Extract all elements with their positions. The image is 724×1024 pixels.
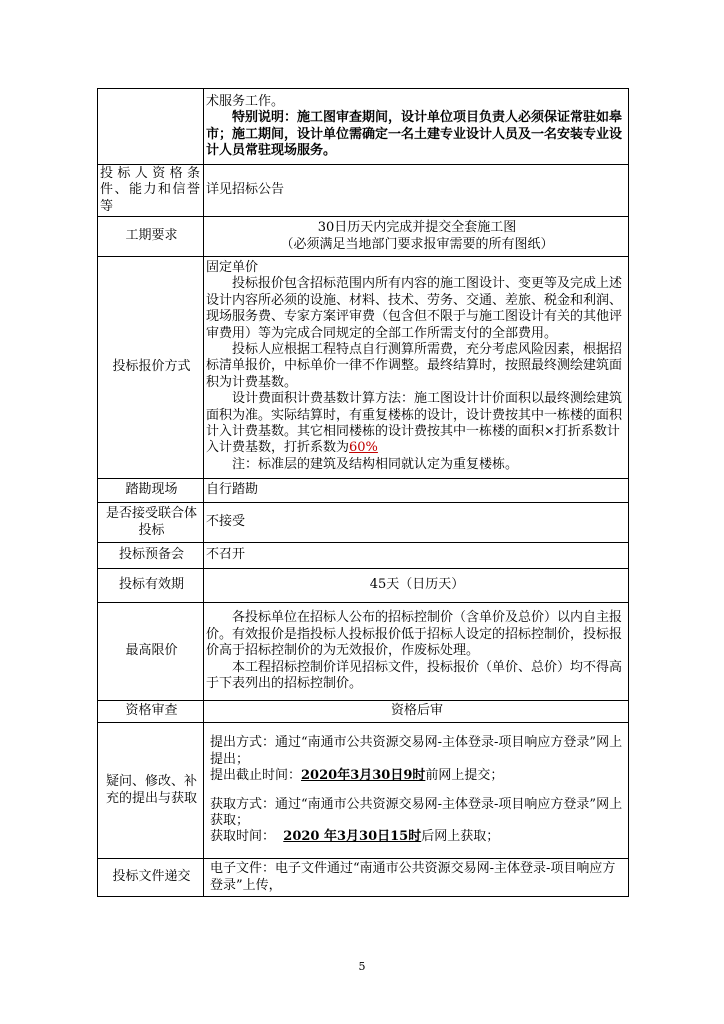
qualification-value: 详见招标公告 (204, 165, 629, 217)
table-row (98, 543, 629, 569)
table-row (98, 701, 629, 723)
pricing-settlement: 投标人应根据工程特点自行测算所需费，充分考虑风险因素，根据招标清单报价，中标单价一律不作调整。最终结算时，按照最终测绘建筑面积为计费基数。 (206, 342, 623, 390)
table-row (98, 165, 629, 217)
table-row (98, 859, 629, 897)
review-value: 资格后审 (204, 701, 629, 723)
special-note: 特别说明：施工图审查期间，设计单位项目负责人必须保证常驻如皋市；施工期间，设计单位需确定一名土建专业设计人员及一名安装专业设计人员常驻现场服务。 (206, 110, 623, 158)
questions-submit-method: 提出方式：通过“南通市公共资源交易网-主体登录-项目响应方登录”网上提出； (210, 735, 623, 767)
spacer (210, 785, 628, 797)
continuation-cell (204, 89, 629, 165)
continuation-text: 术服务工作。 (206, 93, 285, 109)
max-price-label: 最高限价 (98, 603, 204, 701)
pricing-area-method (206, 391, 628, 457)
questions-get-method: 获取方式：通过“南通市公共资源交易网-主体登录-项目响应方登录”网上获取； (210, 796, 623, 828)
pre-bid-value: 不召开 (204, 543, 629, 569)
consortium-value: 不接受 (204, 503, 629, 543)
max-price-rule: 各投标单位在招标人公布的招标控制价（含单价及总价）以内自主报价。有效报价是指投标人投标报价低于招标人设定的招标控制价，投标报价高于招标控制价的为无效报价，作废标处理。 (206, 610, 623, 659)
submission-label: 投标文件递交 (98, 859, 204, 897)
empty-label-cell (98, 89, 204, 165)
pricing-scope: 投标报价包含招标范围内所有内容的施工图设计、变更等及完成上述设计内容所必须的设施、材料、技术、劳务、交通、差旅、税金和利润、现场服务费、专家方案评审费（包含但不限于与施工图设计有关的其他评审费用）等为完成合同规定的全部工作所需支付的全部费用。 (206, 276, 623, 341)
schedule-line-2: （必须满足当地部门要求报审需要的所有图纸） (280, 236, 554, 252)
table-row (98, 257, 629, 479)
table-row (98, 217, 629, 257)
pricing-label: 投标报价方式 (98, 257, 204, 479)
validity-label: 投标有效期 (98, 569, 204, 603)
pre-bid-label: 投标预备会 (98, 543, 204, 569)
table-row (98, 503, 629, 543)
discount-rate: 60% (349, 440, 378, 456)
table-row (98, 89, 629, 165)
review-label: 资格审查 (98, 701, 204, 723)
questions-submit-deadline (210, 768, 628, 784)
table-row (98, 723, 629, 859)
qualification-label: 投标人资格条件、能力和信誉等 (98, 165, 204, 217)
validity-value: 45天（日历天） (204, 569, 629, 603)
questions-label: 疑问、修改、补充的提出与获取 (98, 723, 204, 859)
table-row (98, 569, 629, 603)
consortium-label: 是否接受联合体投标 (98, 503, 204, 543)
questions-cell (204, 723, 629, 859)
submission-value: 电子文件：电子文件通过“南通市公共资源交易网-主体登录-项目响应方登录”上传， (204, 859, 629, 897)
pricing-type: 固定单价 (206, 260, 259, 275)
page-number: 5 (358, 960, 366, 973)
schedule-line-1: 30日历天内完成并提交全套施工图 (317, 220, 517, 236)
max-price-cell (204, 603, 629, 701)
site-visit-value: 自行踏勘 (204, 479, 629, 503)
pricing-note: 注：标准层的建筑及结构相同就认定为重复楼栋。 (232, 456, 519, 472)
max-price-note: 本工程招标控制价详见招标文件，投标报价（单价、总价）均不得高于下表列出的招标控制价。 (206, 659, 623, 692)
submit-deadline-date: 2020年3月30日9时 (301, 768, 426, 784)
schedule-cell (204, 217, 629, 257)
site-visit-label: 踏勘现场 (98, 479, 204, 503)
pricing-area-text: 设计费面积计费基数计算方法：施工图设计计价面积以最终测绘建筑面积为准。实际结算时，有重复楼栋的设计，设计费按其中一栋楼的面积计入计费基数。其它相同楼栋的设计费按其中一栋楼的面积×打折系数计入计费基数，打折系数为 (206, 391, 623, 456)
submit-deadline-suffix: 前网上提交； (425, 768, 504, 784)
table-row (98, 603, 629, 701)
submit-deadline-prefix: 提出截止时间： (210, 768, 302, 784)
schedule-label: 工期要求 (98, 217, 204, 257)
pricing-cell (204, 257, 629, 479)
get-time-date: 2020 年3月30日15时 (283, 829, 422, 845)
questions-get-time (210, 829, 628, 845)
get-time-prefix: 获取时间： (210, 829, 276, 845)
get-time-suffix: 后网上获取； (421, 829, 500, 845)
table-row (98, 479, 629, 503)
bid-info-table (97, 88, 629, 897)
